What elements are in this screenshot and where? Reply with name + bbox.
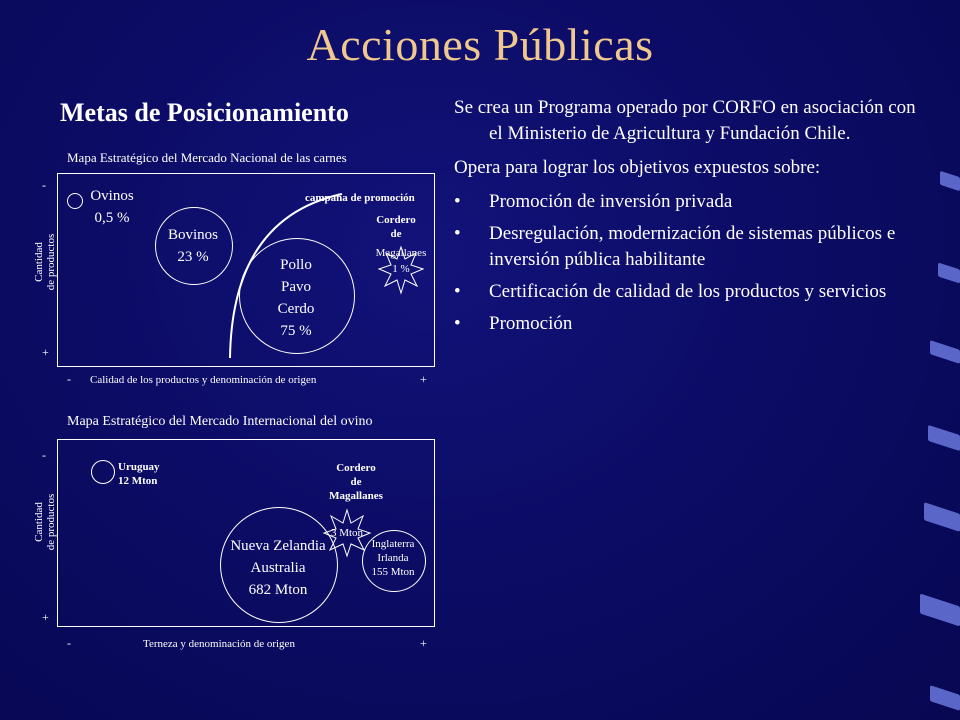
national-y-top-sign: - (42, 178, 46, 192)
international-cordero-value: 3 Mton (330, 527, 364, 539)
pollo-pavo-cerdo-label: Pollo Pavo Cerdo 75 % (277, 257, 315, 339)
international-x-left-sign: - (67, 636, 71, 650)
slide-subtitle: Metas de Posicionamiento (60, 98, 349, 127)
decorative-stripe (924, 502, 960, 532)
international-x-right-sign: + (420, 636, 427, 650)
ovinos-label: Ovinos 0,5 % (90, 188, 134, 226)
slide-title: Acciones Públicas (306, 19, 654, 70)
lead-paragraph: Opera para lograr los objetivos expuestos sobre: (454, 157, 821, 178)
bullet-item: • Desregulación, modernización de sistemas públicos e inversión pública habilitante (454, 223, 896, 270)
international-x-axis-label: Terneza y denominación de origen (143, 638, 295, 650)
decorative-stripe (938, 262, 960, 283)
decorative-stripe (930, 340, 960, 364)
international-map-caption: Mapa Estratégico del Mercado Internacional del ovino (67, 414, 373, 429)
national-cordero-value: 1 % (392, 263, 410, 275)
content-text (454, 95, 924, 343)
intro-paragraph: Se crea un Programa operado por CORFO en asociación con el Ministerio de Agricultura y Fundación Chile. (454, 97, 916, 144)
international-y-axis-label: Cantidad de productos (33, 493, 57, 551)
uk-ireland-label: Inglaterra Irlanda 155 Mton (371, 538, 415, 578)
campaign-label: campaña de promoción (305, 192, 415, 204)
national-x-axis-label: Calidad de los productos y denominación de origen (90, 374, 317, 386)
international-y-bottom-sign: + (42, 610, 49, 624)
national-map-caption: Mapa Estratégico del Mercado Nacional de las carnes (67, 150, 347, 165)
international-cordero-label: Cordero de Magallanes (329, 462, 383, 502)
decorative-stripe (920, 594, 960, 627)
ovinos-circle (67, 193, 83, 209)
bullet-item: • Promoción (454, 313, 573, 334)
national-cordero-name: Magallanes (375, 247, 427, 259)
uruguay-label: Uruguay 12 Mton (118, 461, 160, 487)
national-x-right-sign: + (420, 372, 427, 386)
bovinos-label: Bovinos 23 % (167, 227, 218, 265)
decorative-stripe (928, 425, 960, 451)
national-y-axis-label: Cantidad de productos (33, 233, 57, 291)
national-x-left-sign: - (67, 372, 71, 386)
uruguay-circle (91, 460, 115, 484)
decorative-stripe (940, 171, 960, 191)
bullet-item: • Promoción de inversión privada (454, 191, 733, 212)
national-y-bottom-sign: + (42, 345, 49, 359)
nz-australia-label: Nueva Zelandia Australia 682 Mton (230, 538, 326, 598)
international-y-top-sign: - (42, 448, 46, 462)
decorative-stripe (930, 685, 960, 711)
national-cordero-label: Cordero de (376, 214, 416, 240)
bullet-item: • Certificación de calidad de los productos y servicios (454, 281, 887, 302)
